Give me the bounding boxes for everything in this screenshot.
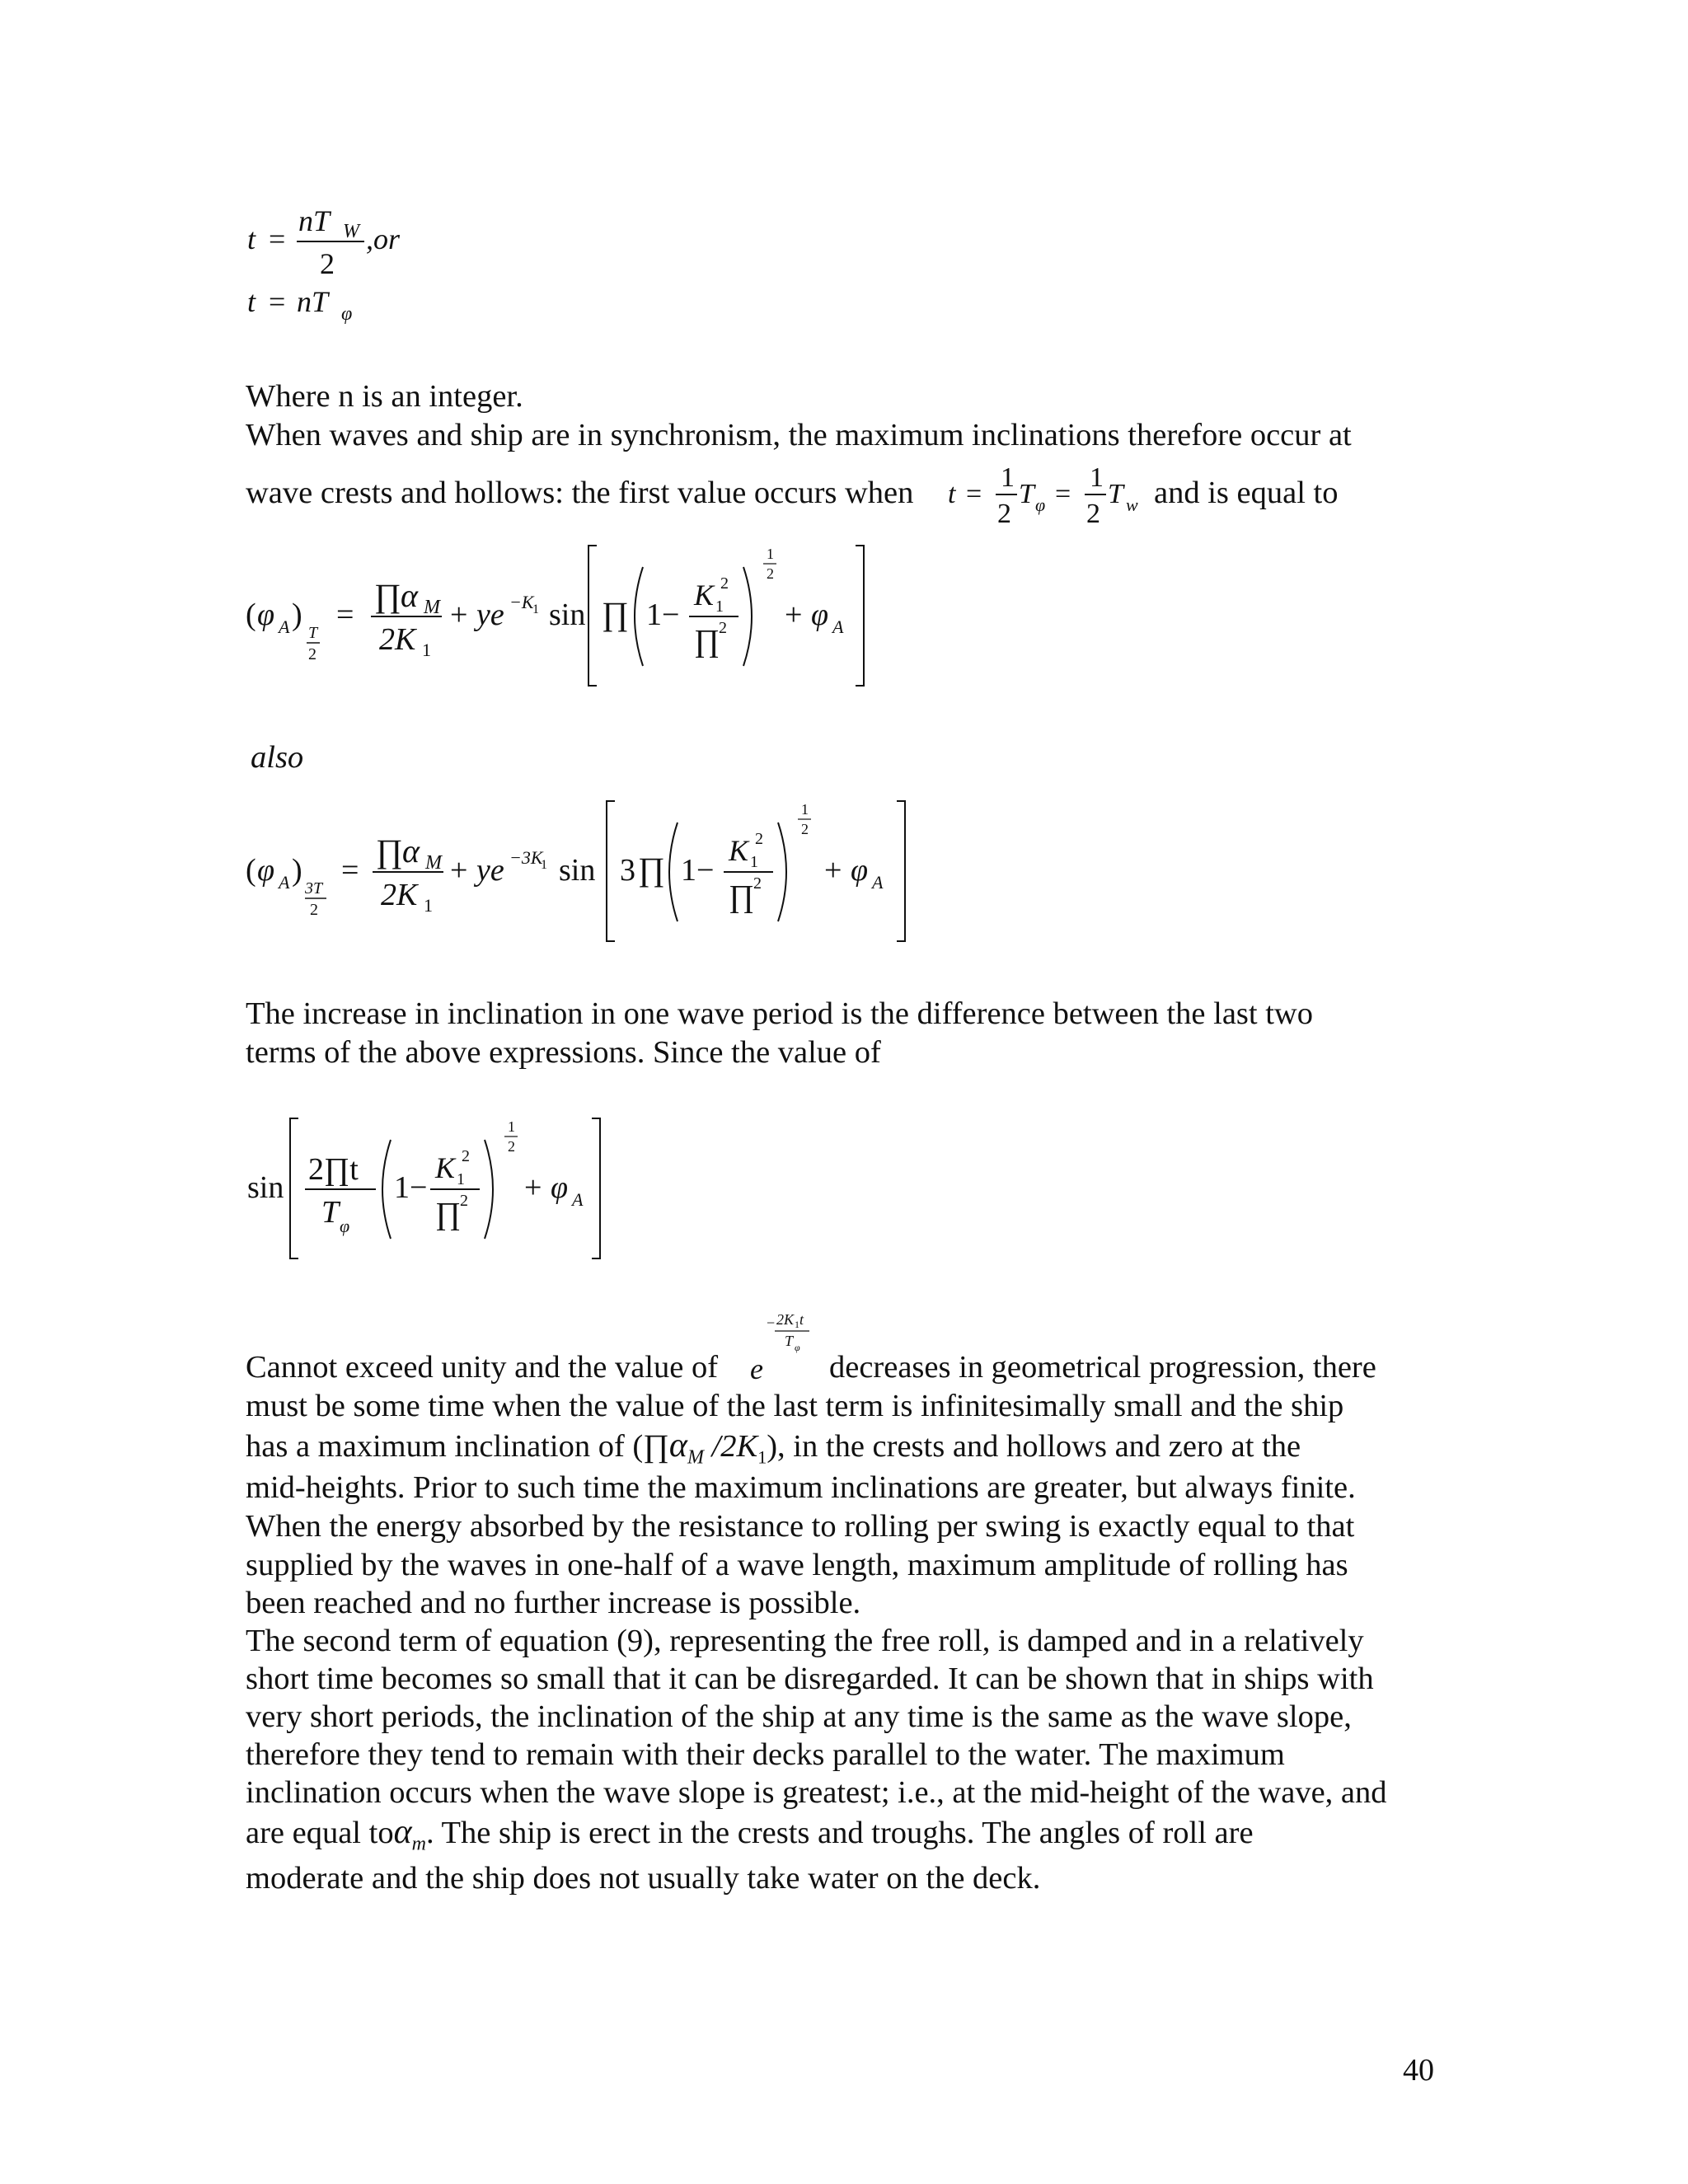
math-paren-right	[743, 567, 752, 666]
math-sup: 1	[767, 546, 774, 562]
eq-t-den: 2	[320, 247, 335, 280]
math-sub: A	[872, 872, 884, 893]
text-line: When the energy absorbed by the resistance to rolling per swing is exactly equal to that	[246, 1509, 1355, 1544]
math-exponent: −K	[509, 592, 534, 612]
math-sub: M	[424, 597, 440, 618]
math-plus: +	[450, 853, 468, 888]
math-sub: 3T	[305, 879, 323, 898]
math-sin: sin	[559, 853, 596, 888]
math-den: 2K	[379, 622, 416, 657]
math-sub: 1	[457, 1170, 465, 1188]
math-sup: 2	[460, 1192, 468, 1210]
text-segment: . The ship is erect in the crests and troughs. The angles of roll are	[425, 1816, 1254, 1850]
math-bracket-left	[290, 1118, 298, 1258]
math-alpha: α	[668, 1427, 687, 1465]
math-paren: )	[292, 853, 302, 888]
math-sin: sin	[247, 1170, 284, 1205]
math-paren: )	[292, 598, 302, 632]
eq-t-equals: =	[269, 223, 286, 255]
math-exponent: 2K	[776, 1311, 795, 1328]
text-segment: Cannot exceed unity and the value of	[246, 1350, 719, 1385]
inline-equation-half-period	[941, 452, 1156, 534]
text-line: been reached and no further increase is possible.	[246, 1586, 861, 1620]
eq-t-num: nT	[298, 204, 331, 237]
text-segment: has a maximum inclination of (	[246, 1429, 644, 1464]
math-var: φ	[257, 853, 275, 888]
also-label: also	[251, 740, 304, 775]
math-exponent: −3K	[509, 847, 543, 868]
math-sub: φ	[340, 1216, 350, 1236]
math-equals: =	[341, 853, 359, 888]
math-var: ye	[476, 598, 504, 632]
math-var: T	[1108, 479, 1123, 509]
math-bracket-right	[856, 546, 864, 686]
text-line: When waves and ship are in synchronism, the maximum inclinations therefore occur at	[246, 418, 1352, 452]
math-sup: 2	[753, 874, 762, 893]
math-paren-right	[778, 823, 786, 921]
math-var: φ	[257, 598, 275, 632]
eq-t-var: t	[247, 223, 256, 255]
math-paren: (	[246, 853, 256, 888]
math-sub: 1	[750, 853, 758, 871]
text-line-with-math	[246, 1813, 1465, 1863]
text-line: The increase in inclination in one wave period is the difference between the last two	[246, 996, 1313, 1031]
eq-t2-rhs-sub: φ	[341, 303, 353, 325]
math-pi: ∏	[638, 851, 665, 888]
math-exponent: t	[799, 1311, 804, 1328]
text-line: moderate and the ship does not usually take water on the deck.	[246, 1861, 1041, 1896]
math-bracket-left	[607, 801, 615, 941]
math-equals: =	[336, 598, 354, 632]
inline-exponential	[742, 1306, 832, 1389]
math-var: K	[694, 579, 715, 612]
text-line: therefore they tend to remain with their decks parallel to the water. The maximum	[246, 1737, 1285, 1772]
text-segment: wave crests and hollows: the first value occurs when	[246, 476, 914, 510]
math-sup: 2	[508, 1138, 515, 1155]
eq-t-or: ,or	[366, 223, 401, 255]
math-pi: ∏	[376, 832, 403, 869]
math-plus: +	[450, 598, 468, 632]
math-sub: T	[308, 624, 318, 642]
math-alpha: α	[393, 1813, 412, 1851]
math-two: 2	[997, 499, 1011, 529]
eq-t-num-sub: W	[343, 221, 359, 242]
eq-t2-rhs: nT	[297, 285, 329, 318]
math-den: 2K	[381, 878, 418, 912]
math-paren-right	[485, 1140, 493, 1239]
text-line: supplied by the waves in one-half of a wave length, maximum amplitude of rolling has	[246, 1548, 1348, 1582]
math-sub: A	[279, 616, 290, 637]
text-line: inclination occurs when the wave slope is greatest; i.e., at the mid-height of the wave, and	[246, 1775, 1387, 1810]
math-var: e	[750, 1352, 763, 1385]
math-sub: φ	[1035, 494, 1046, 515]
math-pi: ∏	[435, 1197, 462, 1231]
math-plus: +	[785, 598, 803, 632]
math-exponent: T	[785, 1333, 794, 1349]
math-sub: M	[687, 1446, 704, 1469]
text-line: mid-heights. Prior to such time the maximum inclinations are greater, but always finite.	[246, 1470, 1356, 1505]
math-sup: 1	[801, 801, 809, 818]
math-sup: 2	[720, 574, 729, 593]
math-sup: 2	[767, 565, 774, 582]
math-pi: ∏	[694, 624, 720, 658]
math-sub: 1	[532, 602, 539, 616]
math-var: K	[435, 1151, 456, 1184]
text-segment: and is equal to	[1154, 476, 1339, 510]
math-one-minus: 1−	[646, 598, 680, 632]
math-sub: 1	[757, 1446, 767, 1468]
text-segment: are equal to	[246, 1816, 394, 1850]
math-pi: ∏	[729, 879, 755, 914]
text-line: Where n is an integer.	[246, 379, 523, 414]
math-var: φ	[551, 1170, 569, 1205]
text-segment: ), in the crests and hollows and zero at the	[767, 1429, 1301, 1464]
math-sub: A	[279, 872, 290, 893]
math-equals: =	[966, 479, 982, 509]
math-sup: 1	[508, 1118, 515, 1135]
math-var: t	[948, 479, 956, 509]
math-plus: +	[524, 1170, 542, 1205]
math-sup: 2	[801, 821, 809, 837]
math-paren: (	[246, 598, 256, 632]
equation-phi-A-half-period	[239, 536, 890, 692]
math-paren-left	[635, 567, 643, 666]
equation-phi-A-three-half-period	[239, 791, 923, 948]
math-sub: 2	[310, 901, 318, 919]
math-one: 1	[1090, 462, 1104, 493]
text-line: terms of the above expressions. Since the value of	[246, 1035, 881, 1070]
math-bracket-left	[588, 546, 597, 686]
math-sin: sin	[549, 598, 586, 632]
text-segment: decreases in geometrical progression, there	[829, 1350, 1376, 1385]
text-line: must be some time when the value of the last term is infinitesimally small and the ship	[246, 1389, 1344, 1423]
math-sub: m	[411, 1833, 426, 1855]
eq-t2-equals: =	[269, 285, 286, 318]
text-line: The second term of equation (9), representing the free roll, is damped and in a relatively	[246, 1624, 1364, 1658]
math-plus: +	[824, 853, 842, 888]
math-bracket-right	[592, 1118, 600, 1258]
math-num: 2∏t	[308, 1152, 359, 1187]
math-sub: 1	[422, 640, 431, 660]
math-sup: 2	[462, 1147, 470, 1165]
math-sub: A	[832, 616, 844, 637]
math-var: φ	[851, 853, 869, 888]
math-var: T	[1019, 479, 1034, 509]
math-var: K	[729, 834, 749, 867]
math-sup: 2	[755, 830, 763, 848]
math-sub: M	[425, 852, 442, 874]
eq-t2-var: t	[247, 285, 256, 318]
math-equals: =	[1055, 479, 1071, 509]
math-segment: /2K	[703, 1429, 758, 1464]
math-sub: 1	[424, 895, 433, 916]
math-one-minus: 1−	[394, 1170, 428, 1205]
math-sub: w	[1126, 494, 1138, 515]
math-paren-left	[382, 1140, 391, 1239]
math-var: φ	[811, 598, 829, 632]
math-two: 2	[1086, 499, 1100, 529]
math-one: 1	[1001, 462, 1015, 493]
math-exponent: −	[767, 1315, 776, 1331]
math-pi: ∏	[602, 595, 629, 632]
math-sup: 2	[719, 619, 727, 637]
text-line: very short periods, the inclination of the ship at any time is the same as the wave slope,	[246, 1699, 1352, 1734]
page-number: 40	[1403, 2053, 1434, 2088]
math-sub: 2	[308, 645, 316, 663]
math-alpha: α	[401, 577, 418, 614]
math-three: 3	[620, 853, 635, 888]
math-sub: φ	[795, 1342, 800, 1353]
math-var: ye	[476, 853, 504, 888]
equation-sine-term	[239, 1108, 626, 1265]
math-pi: ∏	[643, 1429, 669, 1464]
math-sub: 1	[715, 598, 724, 616]
math-sub: 1	[541, 858, 547, 872]
math-paren-left	[669, 823, 678, 921]
equation-t-definition	[239, 198, 453, 338]
math-var: T	[321, 1195, 340, 1230]
math-one-minus: 1−	[681, 853, 715, 888]
text-line: short time becomes so small that it can be disregarded. It can be shown that in ships with	[246, 1661, 1374, 1696]
math-bracket-right	[897, 801, 905, 941]
math-pi: ∏	[374, 577, 401, 614]
math-alpha: α	[402, 832, 420, 869]
math-sub: A	[572, 1189, 584, 1210]
math-sub: 1	[795, 1319, 799, 1330]
